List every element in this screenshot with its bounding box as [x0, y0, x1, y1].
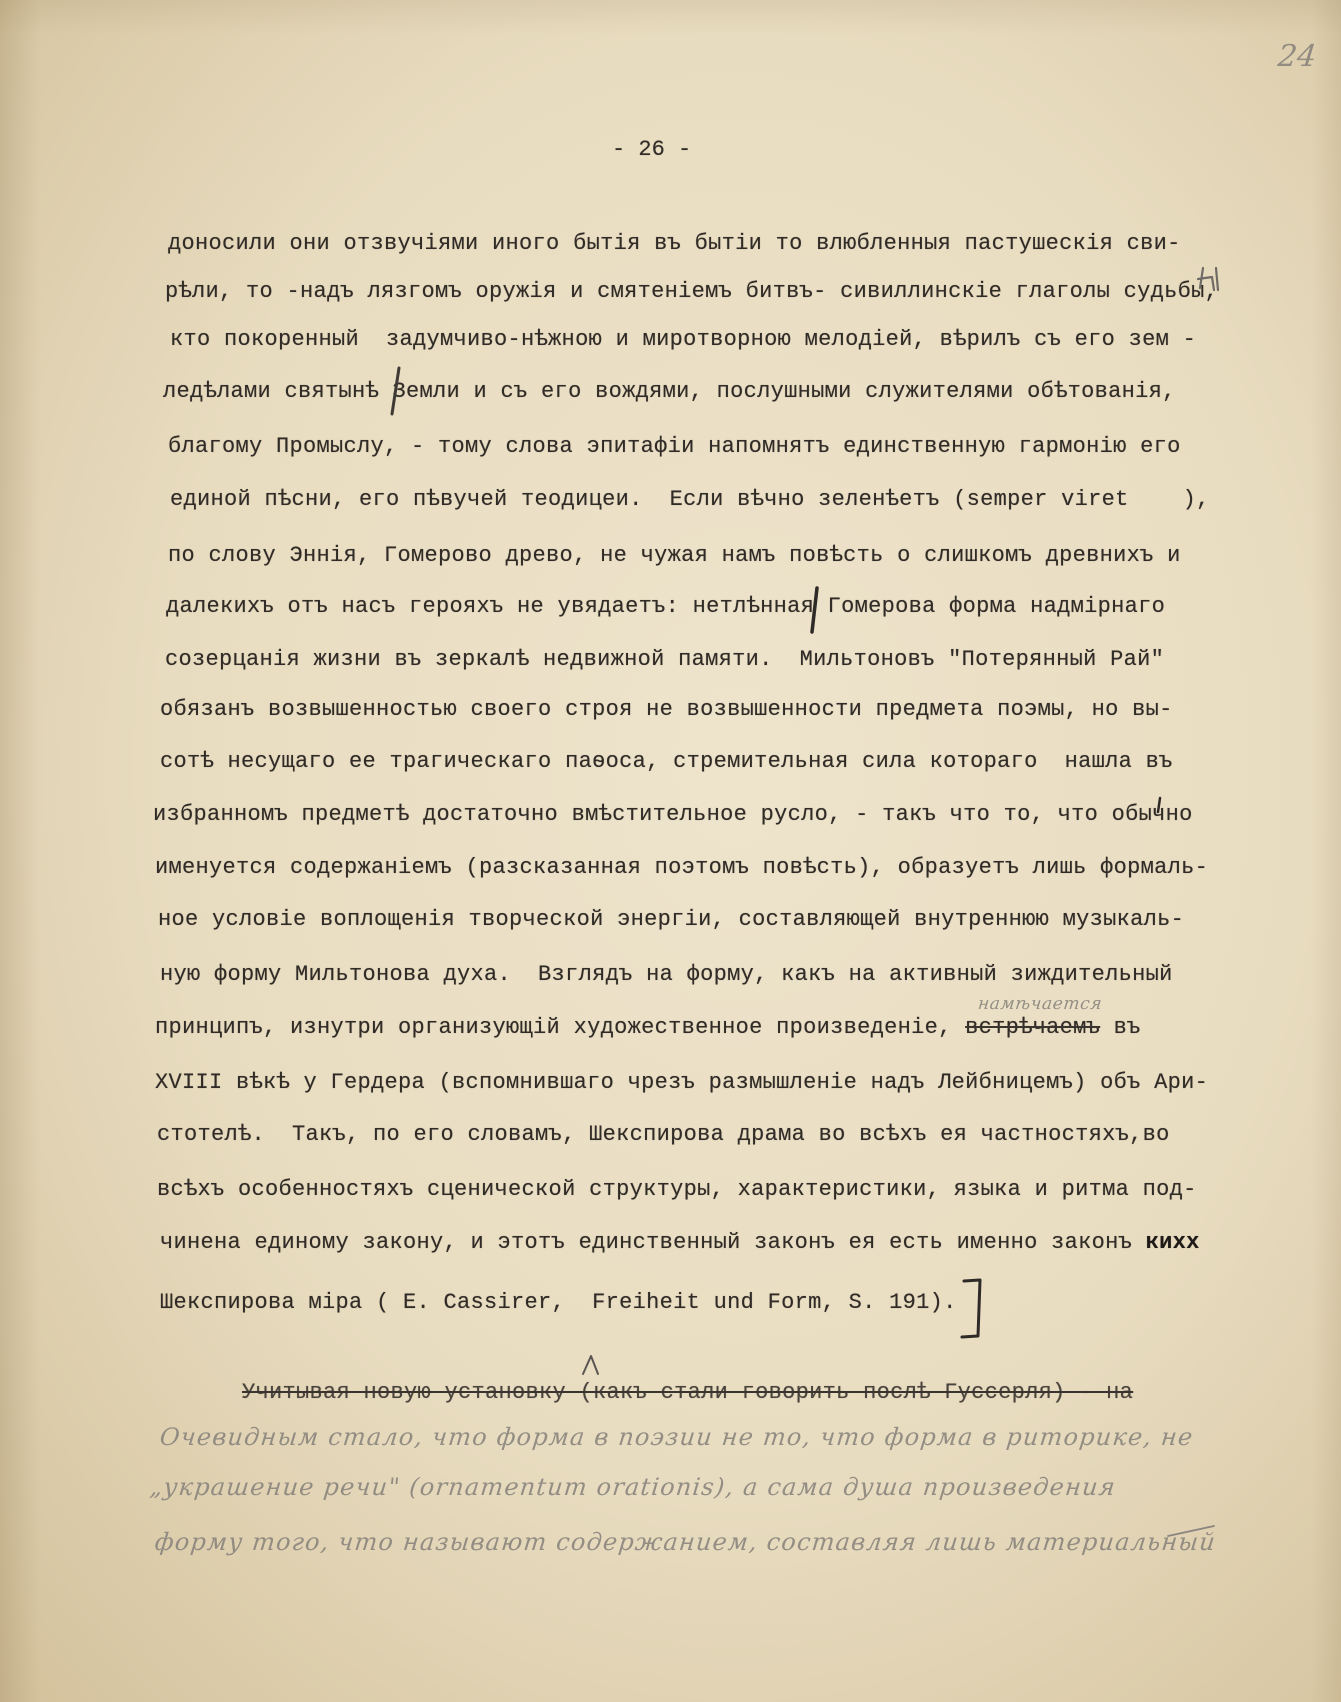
typed-line: обязанъ возвышенностью своего строя не возвышенности предмета поэмы, но вы- [160, 697, 1173, 722]
typed-text: принципъ, изнутри организующій художественное произведеніе, [155, 1015, 966, 1040]
typed-line: ную форму Мильтонова духа. Взглядъ на форму, какъ на активный зиждительный [160, 962, 1173, 987]
typed-line: доносили они отзвучіями иного бытія въ бытіи то влюбленныя пастушескія сви- [168, 231, 1181, 256]
typed-line: созерцанія жизни въ зеркалѣ недвижной памяти. Мильтоновъ "Потерянный Рай" [165, 647, 1165, 672]
typed-line: рѣли, то -надъ лязгомъ оружія и смятеніемъ битвъ- сивиллинскіе глаголы судьбы, [165, 279, 1219, 304]
typed-line-with-deletion [155, 1014, 1141, 1042]
interlinear-correction: намѣчается [976, 994, 1104, 1014]
handwritten-line: „украшение речи" (ornamentum orationis), а сама душа произведения [148, 1473, 1118, 1501]
typed-text: чинена единому закону, и этотъ единственный законъ ея есть именно законъ [160, 1230, 1146, 1255]
typed-line: стотелѣ. Такъ, по его словамъ, Шекспирова драма во всѣхъ ея частностяхъ,во [157, 1122, 1170, 1147]
typed-line: далекихъ отъ насъ герояхъ не увядаетъ: нетлѣнная Гомерова форма надмірнаго [166, 594, 1166, 619]
handwritten-line: форму того, что называют содержанием, составляя лишь материальный [153, 1528, 1218, 1556]
struck-typed-line [242, 1379, 1133, 1407]
handwritten-line: Очевидным стало, что форма в поэзии не то, что форма в риторике, не [158, 1423, 1196, 1451]
struck-word: встрѣчаемъ [965, 1015, 1101, 1040]
typed-line: по слову Эннія, Гомерово древо, не чужая намъ повѣсть о слишкомъ древнихъ и [168, 543, 1181, 568]
typed-line: именуется содержаніемъ (разсказанная поэтомъ повѣсть), образуетъ лишь формаль- [155, 855, 1209, 880]
folio-number: 24 [1276, 39, 1319, 74]
struck-text: Учитывая новую установку (какъ стали говорить послѣ Гуссерля) - на [242, 1380, 1134, 1405]
typed-line: Шекспирова міра ( E. Cassirer, Freiheit und Form, S. 191). [160, 1290, 957, 1315]
typed-line: ледѣлами святынѣ Земли и съ его вождями, послушными служителями обѣтованія, [163, 379, 1176, 404]
typed-line: XVIII вѣкѣ у Гердера (вспомнившаго чрезъ размышленіе надъ Лейбницемъ) объ Ари- [155, 1070, 1209, 1095]
typed-line: сотѣ несущаго ее трагическаго паѳоса, стремительная сила котораго нашла въ [160, 749, 1173, 774]
pencil-caret-mark [583, 1356, 598, 1374]
typed-line: кто покоренный задумчиво-нѣжною и миротворною мелодіей, вѣрилъ съ его зем - [170, 327, 1197, 352]
typed-line: избранномъ предметѣ достаточно вмѣстительное русло, - такъ что то, что обычно [153, 802, 1193, 827]
typed-line-with-overtype [160, 1229, 1200, 1257]
pencil-bracket-mark [962, 1280, 980, 1337]
typed-line: всѣхъ особенностяхъ сценической структуры, характеристики, языка и ритма под- [157, 1177, 1197, 1202]
typed-line: единой пѣсни, его пѣвучей теодицеи. Если вѣчно зеленѣетъ (semper viret ), [170, 487, 1210, 512]
typed-line: благому Промыслу, - тому слова эпитафіи напомнятъ единственную гармонію его [168, 434, 1181, 459]
overtyped-word: кихх [1145, 1230, 1200, 1255]
page-number: - 26 - [612, 137, 692, 162]
typed-text: въ [1100, 1015, 1141, 1040]
typed-line: ное условіе воплощенія творческой энергіи, составляющей внутреннюю музыкаль- [158, 907, 1185, 932]
